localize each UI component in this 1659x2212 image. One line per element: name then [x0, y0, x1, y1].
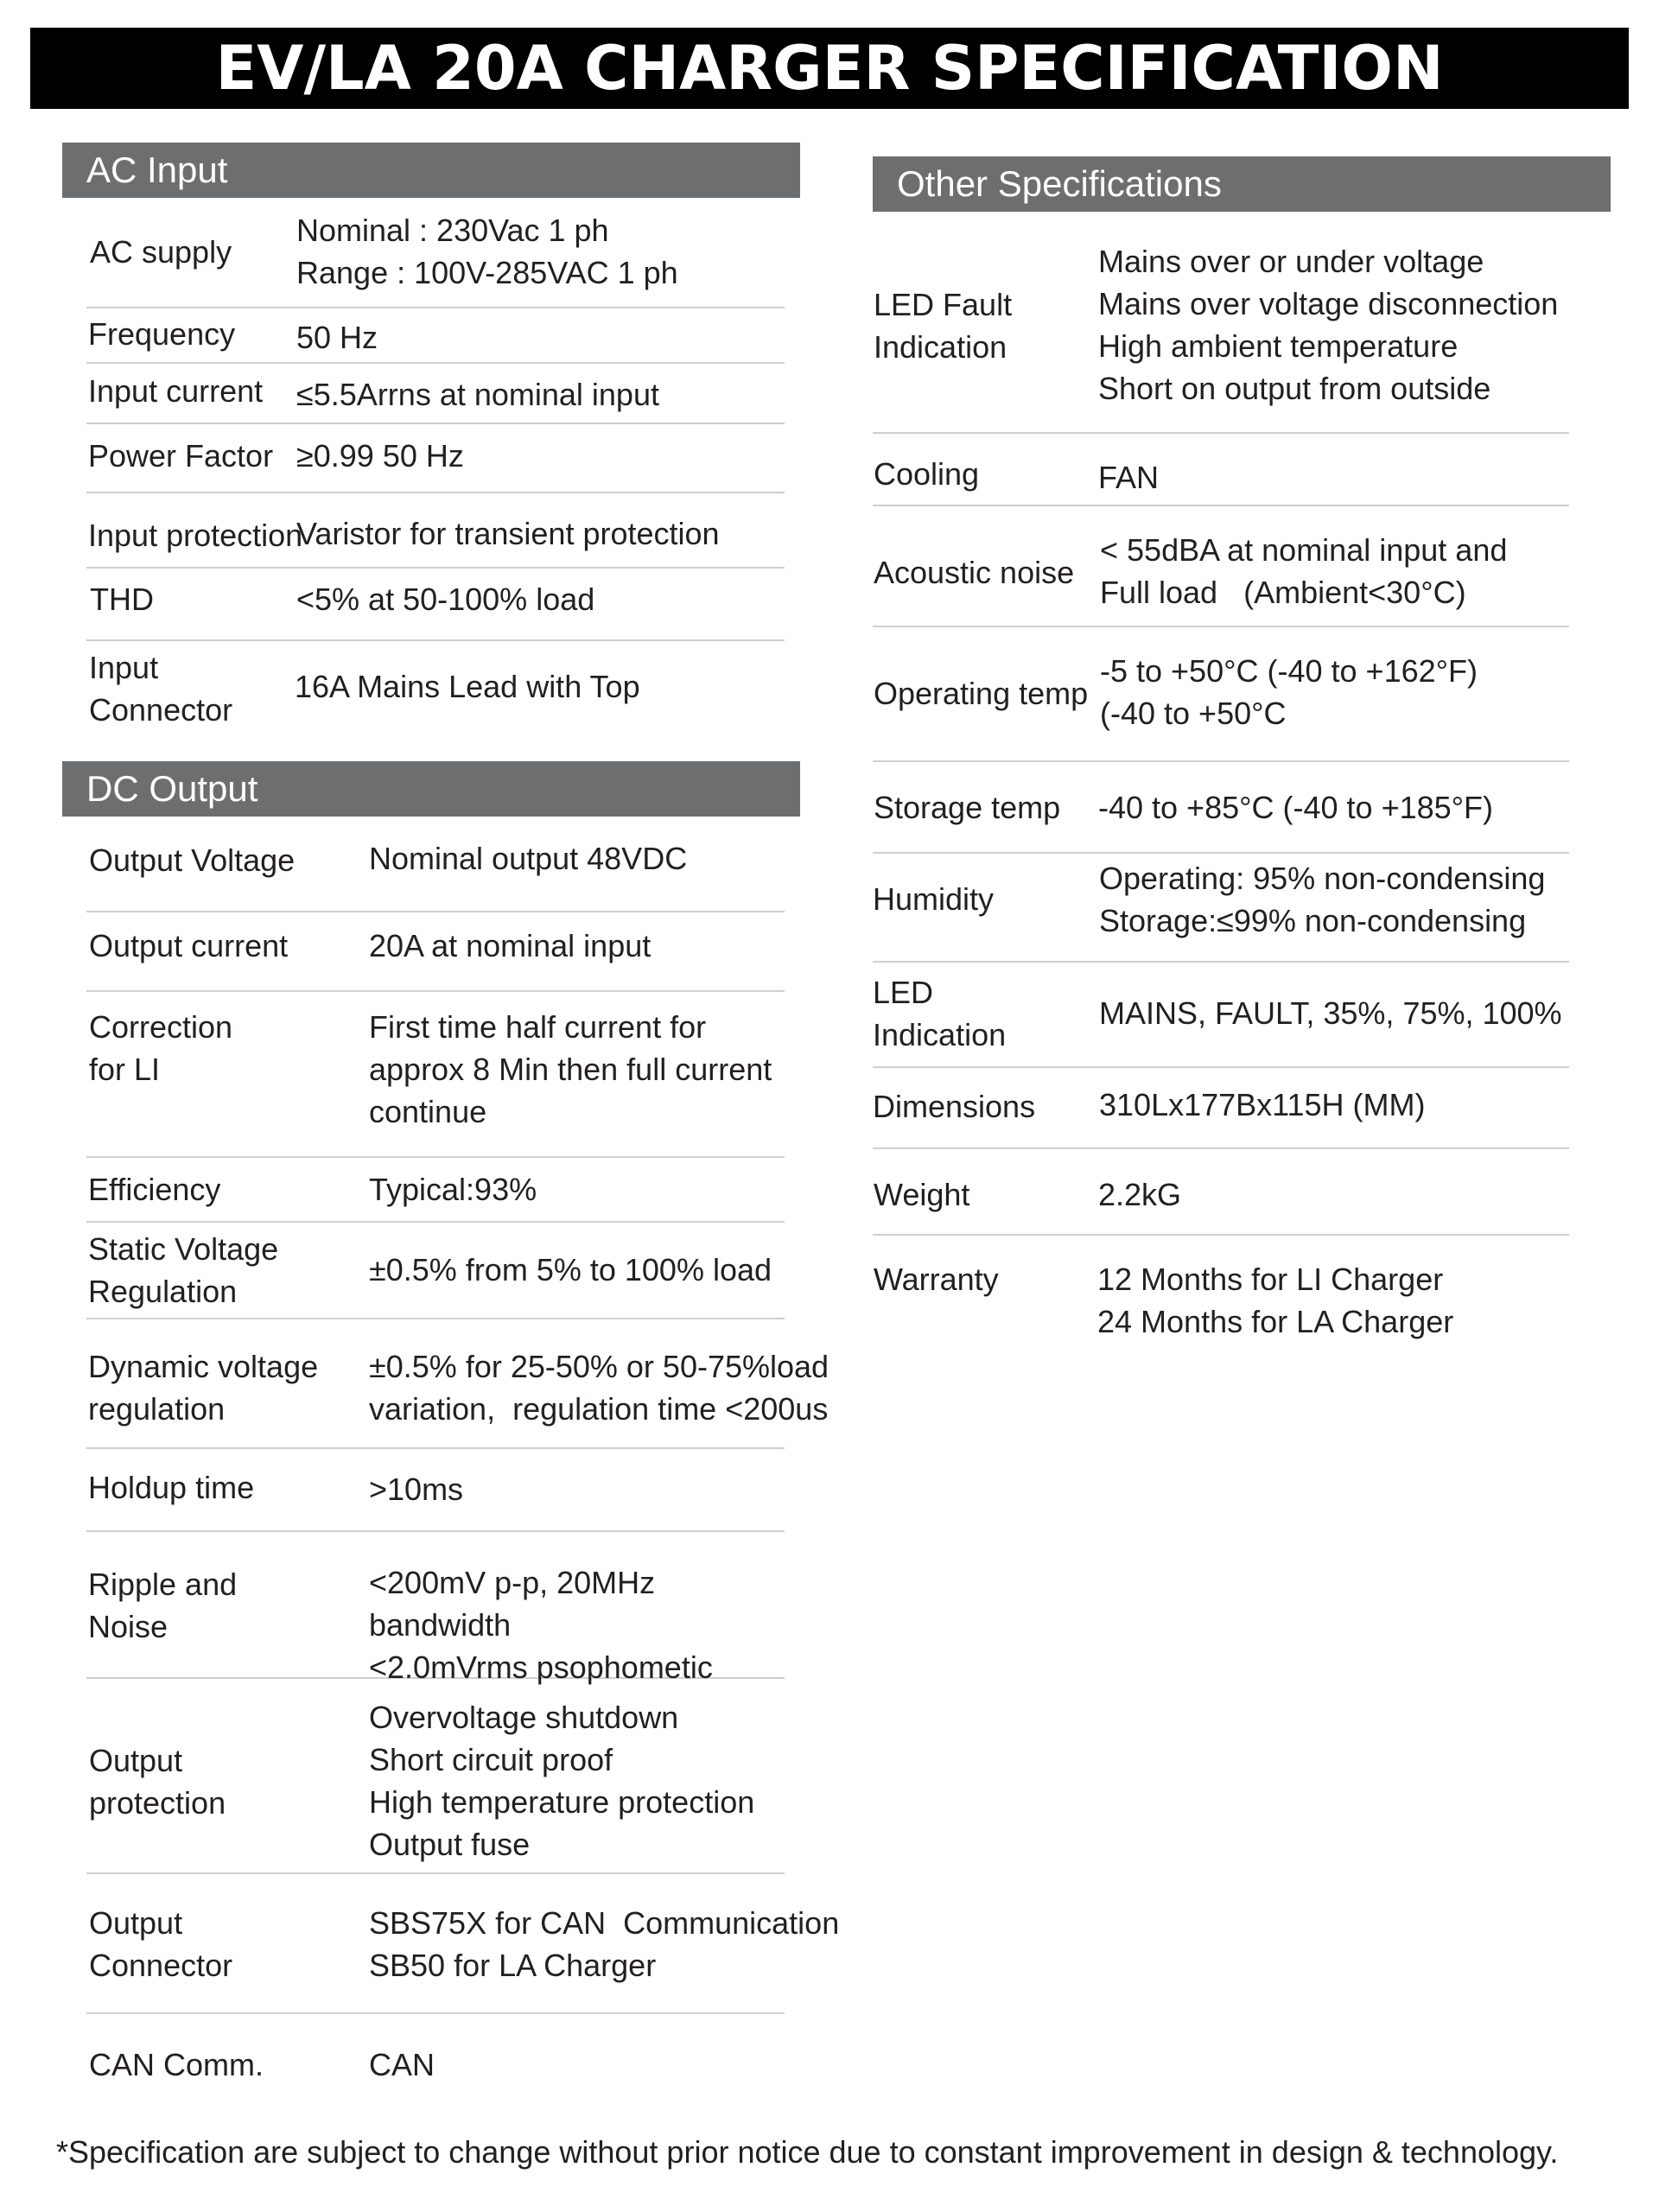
spec-value: First time half current for approx 8 Min then full current continue	[369, 1009, 772, 1129]
spec-label: CAN Comm.	[89, 2047, 264, 2082]
spec-value: FAN	[1098, 460, 1160, 495]
spec-row-input-current	[86, 364, 785, 424]
spec-row-input-protection	[86, 493, 785, 569]
spec-label: Operating temp	[874, 676, 1089, 711]
spec-label: Holdup time	[88, 1470, 255, 1505]
spec-value: SBS75X for CAN Communication SB50 for LA Charger	[369, 1905, 840, 1983]
spec-label: Weight	[874, 1177, 970, 1212]
spec-value: ≤5.5Arrns at nominal input	[296, 377, 659, 412]
spec-label: Power Factor	[88, 438, 274, 474]
spec-label: Output Connector	[89, 1905, 233, 1983]
spec-value: Typical:93%	[369, 1172, 537, 1207]
page-title: EV/LA 20A CHARGER SPECIFICATION	[30, 28, 1629, 109]
spec-row-weight	[873, 1149, 1569, 1236]
spec-label: Input current	[88, 373, 264, 409]
spec-label: Output current	[89, 928, 289, 963]
spec-row-humidity	[873, 854, 1569, 963]
spec-row-led-fault-indication	[873, 232, 1569, 434]
spec-label: Cooling	[874, 456, 980, 492]
spec-row-dynamic-voltage-regulation	[86, 1319, 830, 1449]
spec-label: Frequency	[88, 316, 236, 352]
spec-row-static-voltage-regulation	[86, 1223, 785, 1319]
section-header-other-specs: Other Specifications	[873, 156, 1611, 212]
spec-label: Warranty	[874, 1262, 999, 1297]
spec-label: Dynamic voltage regulation	[88, 1349, 319, 1427]
spec-row-output-connector	[86, 1874, 840, 2014]
spec-label: Output Voltage	[89, 842, 296, 878]
spec-row-input-connector	[86, 641, 785, 736]
spec-row-acoustic-noise	[873, 506, 1569, 627]
spec-row-frequency	[86, 308, 785, 364]
section-header-dc-output: DC Output	[62, 761, 800, 817]
spec-row-ripple-and-noise	[86, 1532, 785, 1685]
section-header-ac-input: AC Input	[62, 143, 800, 198]
spec-row-correction-for-li	[86, 992, 785, 1158]
spec-row-can-comm	[86, 2014, 785, 2101]
spec-value: 310Lx177Bx115H (MM)	[1099, 1087, 1426, 1122]
spec-value: 50 Hz	[296, 320, 378, 355]
spec-value: 12 Months for LI Charger 24 Months for LA Charger	[1097, 1262, 1454, 1339]
spec-row-cooling	[873, 434, 1569, 506]
spec-label: Dimensions	[873, 1089, 1036, 1124]
spec-value: ≥0.99 50 Hz	[296, 438, 464, 474]
spec-label: LED Fault Indication	[874, 287, 1013, 365]
spec-row-dimensions	[873, 1068, 1569, 1149]
spec-label: LED Indication	[873, 975, 1007, 1052]
spec-value: Overvoltage shutdown Short circuit proof High temperature protection Output fuse	[369, 1700, 755, 1862]
spec-label: AC supply	[90, 234, 232, 270]
spec-label: Static Voltage Regulation	[88, 1231, 279, 1309]
spec-label: Humidity	[873, 881, 995, 917]
spec-row-thd	[86, 569, 785, 641]
spec-value: < 55dBA at nominal input and Full load (Ambient<30°C)	[1100, 532, 1508, 610]
footnote-disclaimer: *Specification are subject to change without prior notice due to constant improvement in design & technology.	[56, 2134, 1559, 2170]
spec-value: 2.2kG	[1098, 1177, 1182, 1212]
spec-row-output-protection	[86, 1679, 785, 1874]
spec-label: Input Connector	[89, 650, 233, 728]
spec-row-led-indication	[873, 963, 1569, 1068]
spec-row-output-voltage	[86, 817, 785, 912]
spec-row-warranty	[873, 1236, 1569, 1348]
spec-value: ±0.5% for 25-50% or 50-75%load variation, regulation time <200us	[369, 1349, 830, 1427]
spec-value: 16A Mains Lead with Top	[295, 669, 640, 704]
spec-label: Ripple and Noise	[88, 1567, 238, 1644]
spec-value: MAINS, FAULT, 35%, 75%, 100%	[1099, 995, 1562, 1031]
spec-row-output-current	[86, 912, 785, 992]
spec-value: Operating: 95% non-condensing Storage:≤99% non-condensing	[1099, 861, 1546, 938]
spec-label: Efficiency	[88, 1172, 221, 1207]
spec-row-efficiency	[86, 1158, 785, 1223]
spec-value: -5 to +50°C (-40 to +162°F) (-40 to +50°C	[1100, 653, 1478, 731]
spec-label: Storage temp	[874, 790, 1061, 825]
spec-value: <5% at 50-100% load	[296, 582, 595, 617]
spec-value: <200mV p-p, 20MHz bandwidth <2.0mVrms psophometic	[369, 1565, 713, 1685]
spec-row-operating-temp	[873, 627, 1569, 762]
spec-value: 20A at nominal input	[369, 928, 652, 963]
spec-value: Mains over or under voltage Mains over voltage disconnection High ambient temperature Short on output from outside	[1098, 244, 1559, 406]
spec-label: Acoustic noise	[874, 555, 1075, 590]
spec-label: Output protection	[89, 1743, 226, 1821]
spec-label: Correction for LI	[89, 1009, 233, 1087]
spec-label: THD	[90, 582, 154, 617]
spec-value: Varistor for transient protection	[296, 516, 720, 551]
spec-row-ac-supply	[86, 197, 785, 308]
spec-row-power-factor	[86, 424, 785, 493]
spec-value: -40 to +85°C (-40 to +185°F)	[1098, 790, 1494, 825]
spec-value: CAN	[369, 2047, 435, 2082]
spec-value: >10ms	[369, 1471, 464, 1507]
spec-value: Nominal : 230Vac 1 ph Range : 100V-285VAC 1 ph	[296, 213, 678, 290]
spec-label: Input protection	[88, 518, 303, 553]
spec-row-holdup-time	[86, 1449, 785, 1532]
spec-value: Nominal output 48VDC	[369, 841, 688, 876]
spec-row-storage-temp	[873, 762, 1569, 854]
spec-value: ±0.5% from 5% to 100% load	[369, 1252, 772, 1287]
